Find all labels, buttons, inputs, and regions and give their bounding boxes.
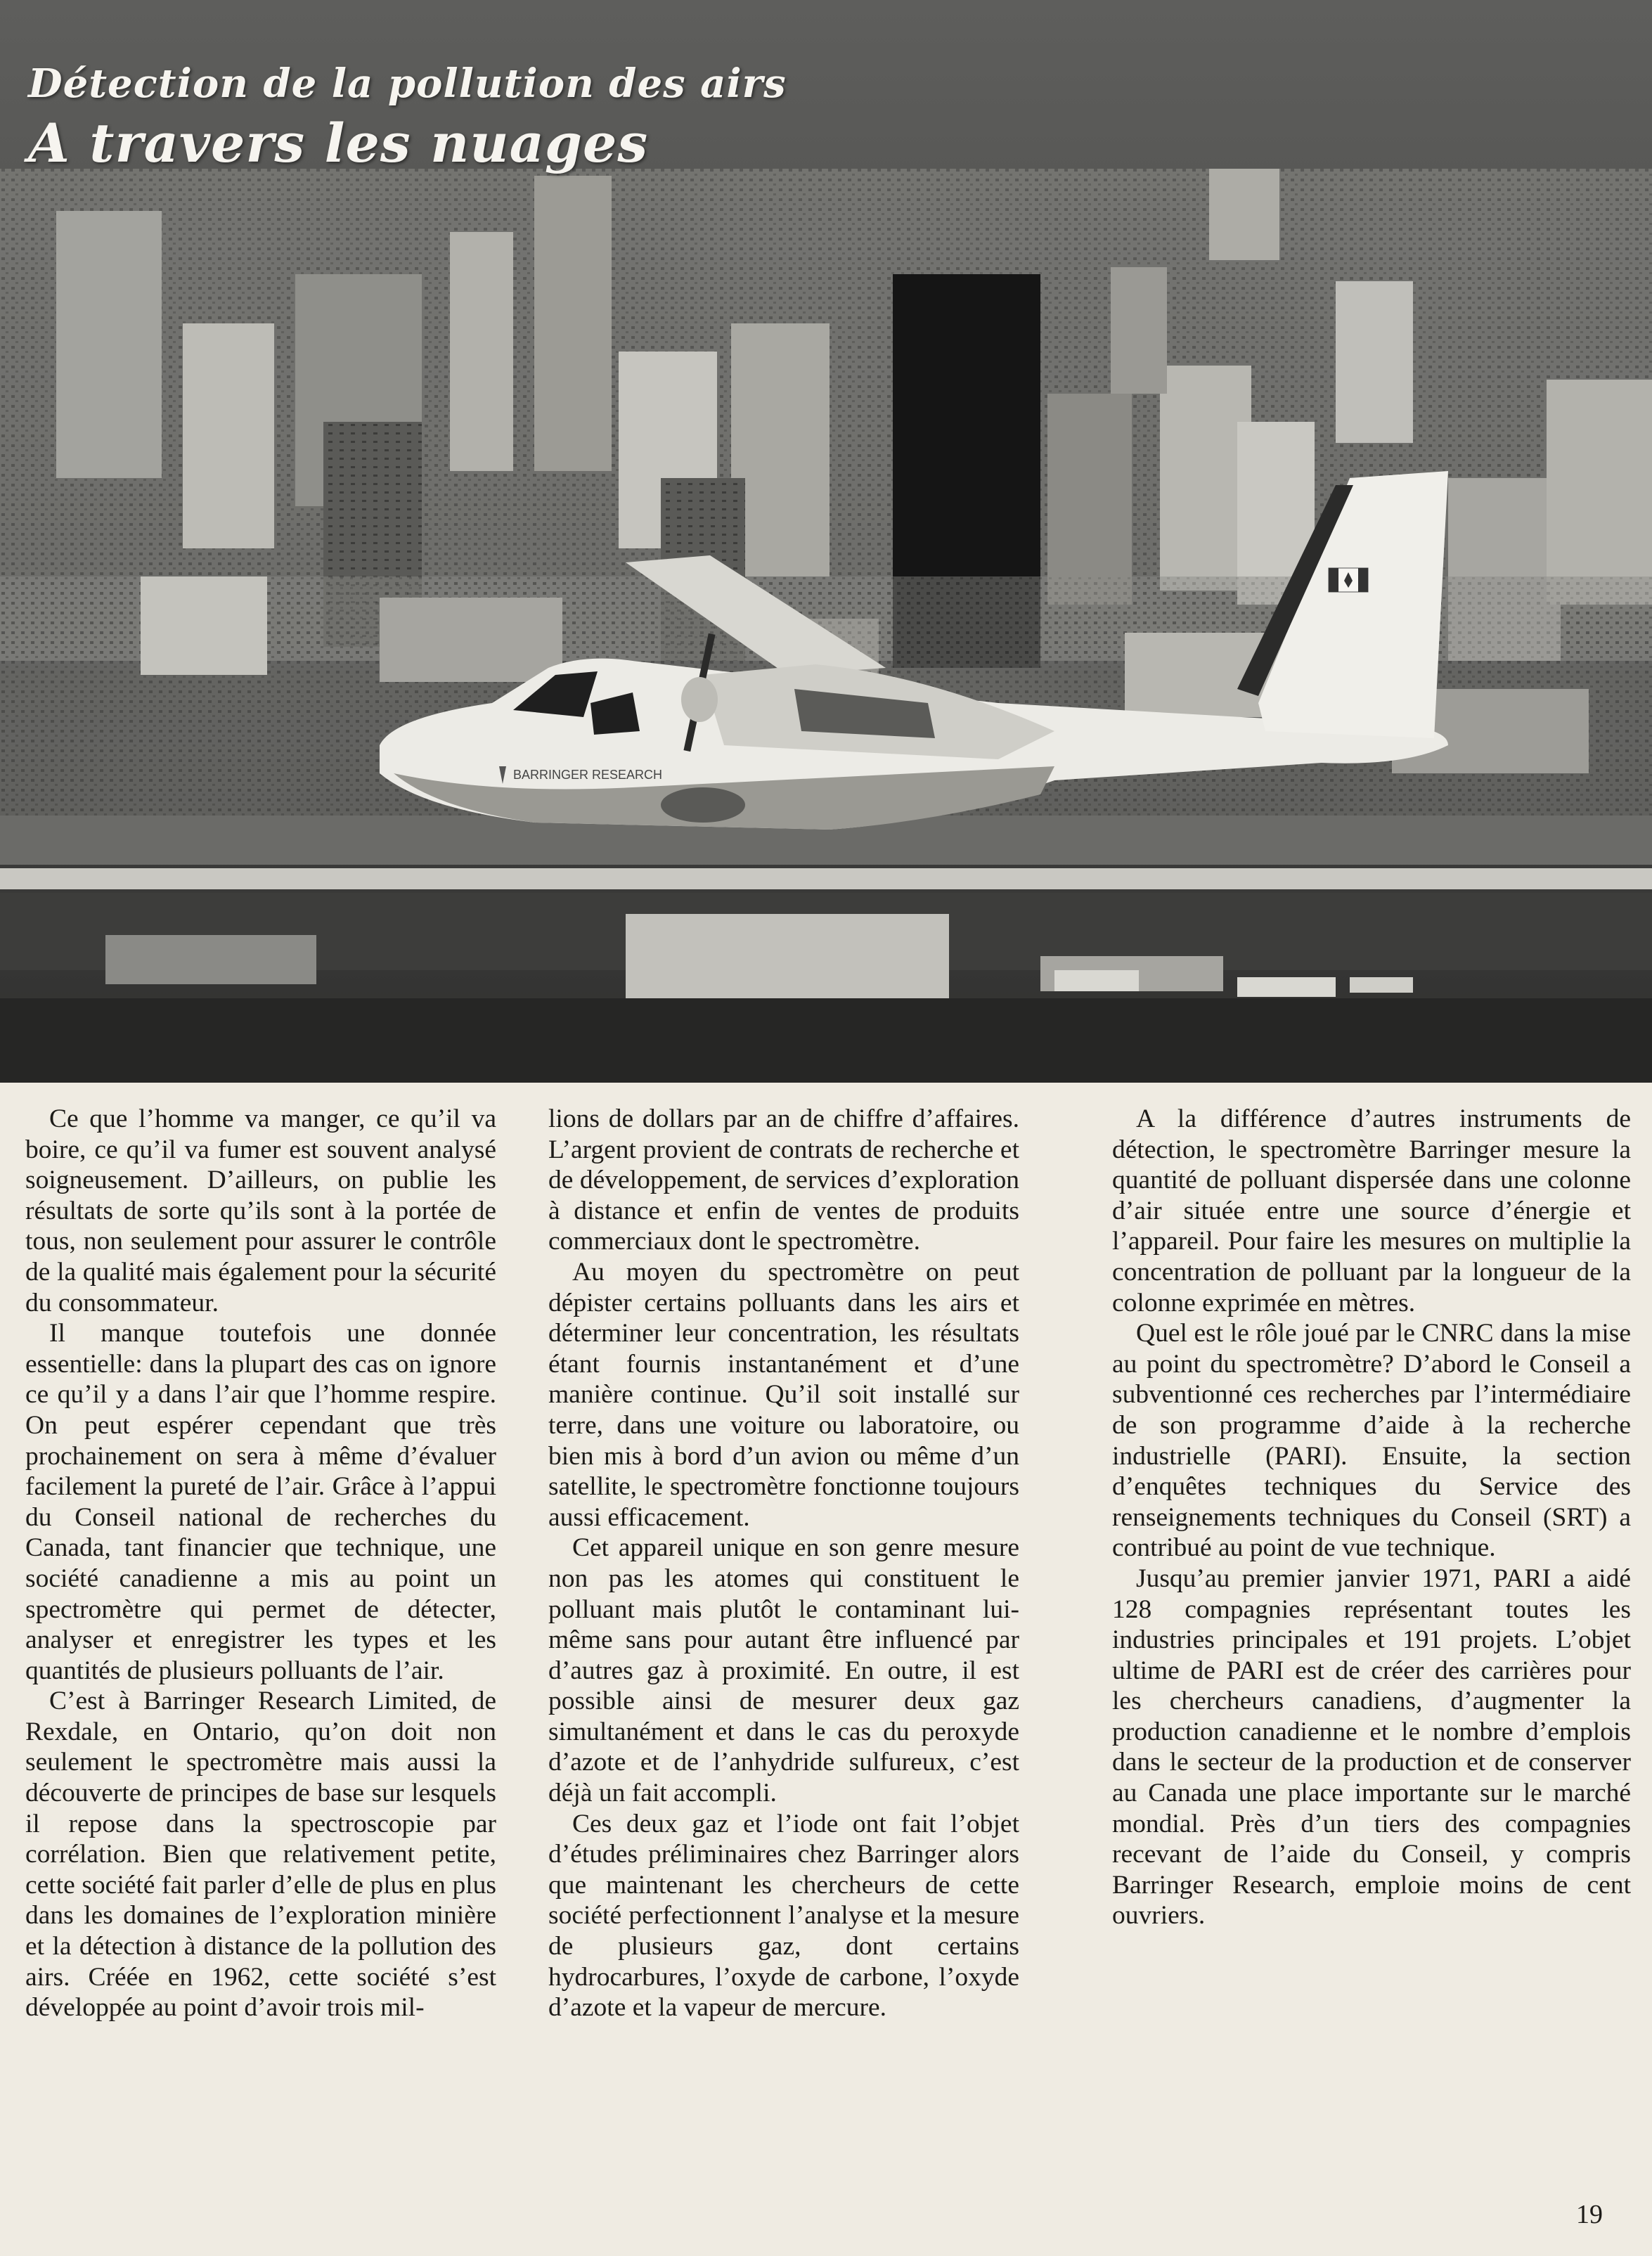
text-column-3 bbox=[1112, 1104, 1631, 1931]
aerial-photo-city-aircraft bbox=[0, 0, 1652, 1083]
paragraph: C’est à Barringer Research Limited, de Rexdale, en Ontario, qu’on doit non seulement le spectromètre mais aussi la découverte de principes de base sur lesquels il repose dans la spectroscopie par corrélation. Bien que relativement petite, cette société fait parler d’elle de plus en plus dans les domaines de l’exploration minière et la détection à distance de la pollution des airs. Créée en 1962, cette société s’est développée au point d’avoir trois mil- bbox=[25, 1687, 496, 2023]
paragraph: Il manque toutefois une donnée essentielle: dans la plupart des cas on ignore ce qu’il y a dans l’air que l’homme respire. On peut espérer cependant que très prochainement on sera à même d’évaluer facilement la pureté de l’air. Grâce à l’appui du Conseil national de recherches du Canada, tant financier que technique, une société canadienne a mis au point un spectromètre qui permet de détecter, analyser et enregistrer les types et les quantités de plusieurs polluants de l’air. bbox=[25, 1319, 496, 1685]
paragraph: Quel est le rôle joué par le CNRC dans la mise au point du spectromètre? D’abord le Conseil a subventionné ces recherches par l’intermédiaire de son programme d’aide à la recherche industrielle (PARI). Ensuite, la section d’enquêtes techniques du Service des renseignements techniques du Conseil (SRT) a contribué au point de vue technique. bbox=[1112, 1319, 1631, 1563]
paragraph: lions de dollars par an de chiffre d’affaires. L’argent provient de contrats de recherche et de développement, de services d’exploration à distance et enfin de ventes de produits commerciaux dont le spectromètre. bbox=[548, 1104, 1019, 1256]
page-number: 19 bbox=[1576, 2200, 1603, 2229]
waterfront bbox=[0, 816, 1652, 1083]
text-column-2 bbox=[548, 1104, 1019, 2023]
paragraph: Ces deux gaz et l’iode ont fait l’objet d’études préliminaires chez Barringer alors que maintenant les chercheurs de cette société perfectionnent l’analyse et la mesure de plusieurs gaz, dont certains hydrocarbures, l’oxyde de carbone, l’oxyde d’azote et la vapeur de mercure. bbox=[548, 1809, 1019, 2023]
paragraph: Au moyen du spectromètre on peut dépister certains polluants dans les airs et déterminer leur concentration, les résultats étant fournis instantanément et d’une manière continue. Qu’il soit installé sur terre, dans une voiture ou laboratoire, ou bien mis à bord d’un avion ou même d’un satellite, le spectromètre fonctionne toujours aussi efficacement. bbox=[548, 1257, 1019, 1532]
article-title: A travers les nuages bbox=[28, 112, 649, 174]
article-body bbox=[25, 1104, 1631, 2158]
aircraft-livery-text: BARRINGER RESEARCH bbox=[513, 768, 663, 782]
text-column-1 bbox=[25, 1104, 496, 2023]
headline bbox=[28, 56, 787, 176]
paragraph: Cet appareil unique en son genre mesure non pas les atomes qui constituent le polluant mais plutôt le contaminant lui-même sans pour autant être influencé par d’autres gaz à proximité. En outre, il est possible ainsi de mesurer deux gaz simultanément et dans le cas du peroxyde d’azote et de l’anhydride sulfureux, c’est déjà un fait accompli. bbox=[548, 1533, 1019, 1808]
paragraph: A la différence d’autres instruments de détection, le spectromètre Barringer mesure la quantité de polluant dispersée dans une colonne d’air située entre une source d’énergie et l’appareil. Pour faire les mesures on multiplie la concentration de polluant par la longueur de la colonne exprimée en mètres. bbox=[1112, 1104, 1631, 1317]
paragraph: Ce que l’homme va manger, ce qu’il va boire, ce qu’il va fumer est souvent analysé soigneusement. D’ailleurs, on publie les résultats de sorte qu’ils sont à la portée de tous, non seulement pour assurer le contrôle de la qualité mais également pour la sécurité du consommateur. bbox=[25, 1104, 496, 1317]
paragraph: Jusqu’au premier janvier 1971, PARI a aidé 128 compagnies représentant toutes les industries principales et 191 projets. L’objet ultime de PARI est de créer des carrières pour les chercheurs canadiens, d’augmenter la production canadienne et le nombre d’emplois dans le secteur de la production et de conserver au Canada une place importante sur le marché mondial. Près d’un tiers des compagnies recevant de l’aide du Conseil, y compris Barringer Research, emploie moins de cent ouvriers. bbox=[1112, 1564, 1631, 1931]
article-kicker: Détection de la pollution des airs bbox=[28, 60, 787, 107]
